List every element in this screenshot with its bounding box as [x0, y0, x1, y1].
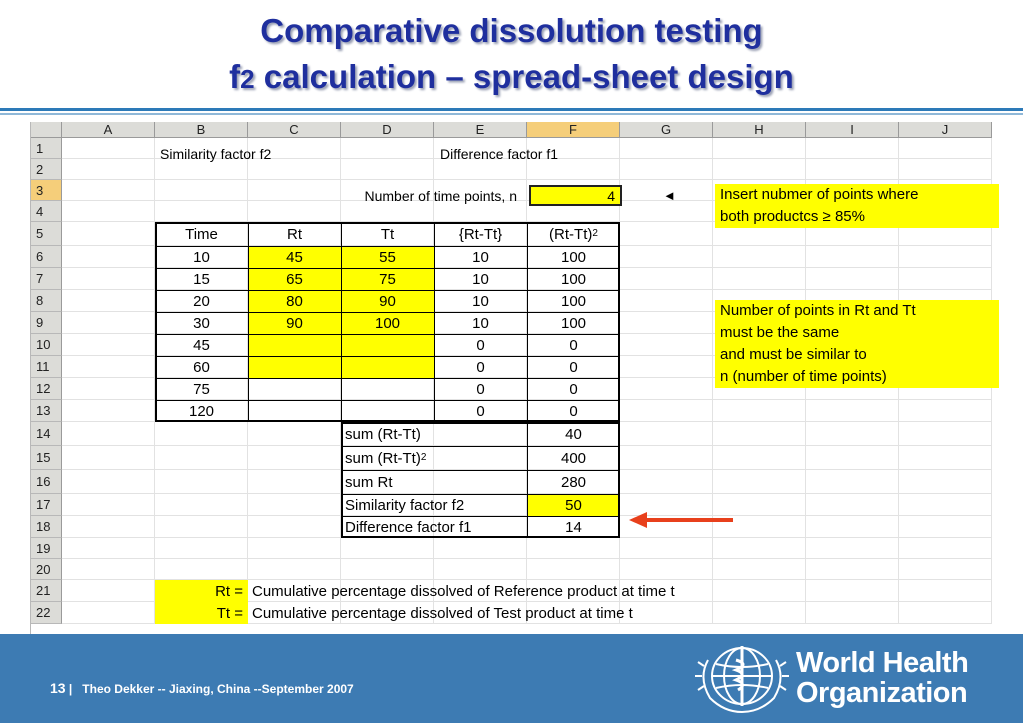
grid-cell[interactable]: [620, 602, 713, 624]
grid-cell[interactable]: [248, 538, 341, 559]
header-time[interactable]: Time: [185, 225, 218, 243]
cell-rt[interactable]: [248, 334, 341, 356]
legend-key[interactable]: Rt =: [155, 580, 248, 602]
row-header-18[interactable]: 18: [31, 516, 62, 538]
note-line: both productcs ≥ 85%: [720, 208, 865, 225]
grid-cell[interactable]: [341, 538, 434, 559]
note-line: n (number of time points): [720, 368, 887, 385]
column-header-e[interactable]: E: [434, 122, 527, 138]
column-header-b[interactable]: B: [155, 122, 248, 138]
column-header-a[interactable]: A: [62, 122, 155, 138]
grid-cell[interactable]: [155, 538, 248, 559]
note-line: Insert nubmer of points where: [720, 186, 919, 203]
note-insert-points: [715, 184, 999, 228]
grid-cell[interactable]: [527, 559, 620, 580]
summary-label-text: Similarity factor f2: [345, 496, 465, 514]
column-header-c[interactable]: C: [248, 122, 341, 138]
grid-cell[interactable]: [248, 422, 341, 446]
row-header-10[interactable]: 10: [31, 334, 62, 356]
cell-time[interactable]: 20: [193, 292, 210, 310]
grid-cell[interactable]: [62, 334, 155, 356]
grid-cell[interactable]: [713, 580, 806, 602]
grid-cell[interactable]: [248, 470, 341, 494]
cell-rt[interactable]: [248, 378, 341, 400]
grid-cell[interactable]: [62, 222, 155, 246]
column-header-f[interactable]: F: [527, 122, 620, 138]
grid-cell[interactable]: [713, 602, 806, 624]
summary-value[interactable]: 400: [560, 449, 587, 467]
grid-cell[interactable]: [62, 312, 155, 334]
grid-cell[interactable]: [155, 180, 248, 201]
spreadsheet: [30, 122, 1000, 650]
cell-rt[interactable]: [248, 400, 341, 422]
pointer-icon: ◄: [663, 188, 676, 203]
grid-cell[interactable]: [620, 138, 713, 159]
cell-tt[interactable]: 55: [379, 248, 396, 266]
note-line: must be the same: [720, 324, 840, 341]
footer-text: [50, 680, 354, 696]
summary-value[interactable]: 280: [560, 473, 587, 491]
header-sq[interactable]: [527, 222, 620, 246]
cell-tt[interactable]: [341, 356, 434, 378]
grid-cell[interactable]: [899, 138, 992, 159]
grid-cell[interactable]: [806, 422, 899, 446]
subtitle-subscript: 2: [240, 64, 255, 94]
header-diff[interactable]: {Rt-Tt}: [458, 225, 503, 243]
summary-value[interactable]: 50: [565, 496, 582, 514]
row-header-13[interactable]: 13: [31, 400, 62, 422]
who-line2: Organization: [796, 677, 968, 709]
grid-cell[interactable]: [713, 400, 806, 422]
grid-cell[interactable]: [62, 201, 155, 222]
grid-cell[interactable]: [899, 559, 992, 580]
title-divider: [0, 108, 1023, 111]
grid-cell[interactable]: [62, 400, 155, 422]
cell-n-value[interactable]: 4: [529, 185, 622, 206]
cell-sq[interactable]: 0: [569, 336, 578, 354]
grid-cell[interactable]: [620, 559, 713, 580]
summary-label[interactable]: [341, 422, 421, 446]
legend-text[interactable]: Cumulative percentage dissolved of Test product at time t: [252, 604, 633, 622]
grid-cell[interactable]: [899, 580, 992, 602]
row-header-2[interactable]: 2: [31, 159, 62, 180]
cell-tt[interactable]: [341, 400, 434, 422]
column-header-d[interactable]: D: [341, 122, 434, 138]
grid-cell[interactable]: [899, 602, 992, 624]
grid-cell[interactable]: [62, 268, 155, 290]
header-rt[interactable]: Rt: [287, 225, 302, 243]
cell-rt[interactable]: 90: [286, 314, 303, 332]
row-header-3[interactable]: 3: [31, 180, 62, 201]
cell-tt[interactable]: 90: [379, 292, 396, 310]
grid-cell[interactable]: [806, 559, 899, 580]
grid-cell[interactable]: [62, 180, 155, 201]
cell-rt[interactable]: 65: [286, 270, 303, 288]
grid-cell[interactable]: [806, 538, 899, 559]
cell-n-label[interactable]: Number of time points, n: [364, 187, 517, 204]
grid-cell[interactable]: [806, 516, 899, 538]
grid-cell[interactable]: [620, 159, 713, 180]
column-header-h[interactable]: H: [713, 122, 806, 138]
subtitle-rest: calculation – spread-sheet design: [254, 58, 794, 95]
grid-cell[interactable]: [620, 290, 713, 312]
grid-cell[interactable]: [341, 138, 434, 159]
grid-cell[interactable]: [341, 159, 434, 180]
grid-cell[interactable]: [341, 559, 434, 580]
cell-e1[interactable]: Difference factor f1: [440, 145, 559, 162]
who-emblem-icon: [694, 640, 790, 716]
row-header-22[interactable]: 22: [31, 602, 62, 624]
cell-time[interactable]: 30: [193, 314, 210, 332]
row-header-21[interactable]: 21: [31, 580, 62, 602]
row-header-20[interactable]: 20: [31, 559, 62, 580]
grid-cell[interactable]: [155, 559, 248, 580]
slide-subtitle: [0, 58, 1023, 96]
grid-cell[interactable]: [248, 446, 341, 470]
row-header-16[interactable]: 16: [31, 470, 62, 494]
summary-label-text: sum Rt: [345, 473, 393, 491]
grid-cell[interactable]: [620, 400, 713, 422]
grid-cell[interactable]: [620, 268, 713, 290]
row-header-9[interactable]: 9: [31, 312, 62, 334]
grid-cell[interactable]: [620, 222, 713, 246]
grid-cell[interactable]: [620, 446, 713, 470]
grid-cell[interactable]: [62, 559, 155, 580]
grid-cell[interactable]: [620, 470, 713, 494]
grid-cell[interactable]: [434, 538, 527, 559]
note-line: Number of points in Rt and Tt: [720, 302, 916, 319]
summary-label[interactable]: [341, 494, 464, 516]
grid-cell[interactable]: [248, 516, 341, 538]
row-header-5[interactable]: 5: [31, 222, 62, 246]
grid-cell[interactable]: [155, 201, 248, 222]
grid-cell[interactable]: [620, 538, 713, 559]
row-header-15[interactable]: 15: [31, 446, 62, 470]
cell-diff[interactable]: 10: [472, 314, 489, 332]
grid-cell[interactable]: [899, 422, 992, 446]
column-header-i[interactable]: I: [806, 122, 899, 138]
grid-cell[interactable]: [713, 159, 806, 180]
cell-time[interactable]: 120: [188, 402, 215, 420]
cell-time[interactable]: 60: [193, 358, 210, 376]
grid-cell[interactable]: [899, 516, 992, 538]
summary-value[interactable]: 40: [565, 425, 582, 443]
who-line1: World Health: [796, 647, 969, 679]
grid-cell[interactable]: [62, 159, 155, 180]
cell-rt[interactable]: [248, 356, 341, 378]
summary-label[interactable]: [341, 470, 393, 494]
note-points-same: [715, 300, 999, 388]
summary-label[interactable]: [341, 446, 426, 470]
page-separator: |: [68, 682, 73, 696]
grid-cell[interactable]: [62, 580, 155, 602]
cell-tt[interactable]: 100: [374, 314, 401, 332]
cell-diff[interactable]: 10: [472, 292, 489, 310]
slide-title: Comparative dissolution testing: [260, 12, 763, 49]
grid-cell[interactable]: [155, 470, 248, 494]
cell-tt[interactable]: [341, 378, 434, 400]
column-header-j[interactable]: J: [899, 122, 992, 138]
grid-cell[interactable]: [899, 268, 992, 290]
grid-cell[interactable]: [62, 378, 155, 400]
grid-cell[interactable]: [620, 356, 713, 378]
grid-cell[interactable]: [62, 470, 155, 494]
legend-key[interactable]: Tt =: [155, 602, 248, 624]
cell-diff[interactable]: 0: [476, 336, 485, 354]
who-wordmark: [796, 648, 968, 708]
cell-diff[interactable]: 0: [476, 358, 485, 376]
grid-cell[interactable]: [899, 494, 992, 516]
grid-cell[interactable]: [806, 400, 899, 422]
row-header-17[interactable]: 17: [31, 494, 62, 516]
cell-tt[interactable]: 75: [379, 270, 396, 288]
summary-label-text: sum (Rt-Tt): [345, 449, 421, 467]
cell-diff[interactable]: 0: [476, 380, 485, 398]
grid-cell[interactable]: [248, 559, 341, 580]
grid-cell[interactable]: [713, 138, 806, 159]
cell-tt[interactable]: [341, 334, 434, 356]
cell-sq[interactable]: 0: [569, 380, 578, 398]
summary-value[interactable]: 14: [565, 518, 582, 536]
cell-time[interactable]: 75: [193, 380, 210, 398]
grid-cell[interactable]: [713, 446, 806, 470]
row-header-6[interactable]: 6: [31, 246, 62, 268]
cell-b1[interactable]: Similarity factor f2: [160, 145, 272, 162]
grid-cell[interactable]: [713, 268, 806, 290]
grid-cell[interactable]: [62, 516, 155, 538]
grid-cell[interactable]: [899, 159, 992, 180]
grid-cell[interactable]: [62, 138, 155, 159]
grid-cell[interactable]: [806, 138, 899, 159]
cell-rt[interactable]: 80: [286, 292, 303, 310]
grid-cell[interactable]: [62, 602, 155, 624]
grid-cell[interactable]: [806, 268, 899, 290]
grid-cell[interactable]: [899, 246, 992, 268]
grid-cell[interactable]: [713, 422, 806, 446]
arrow-icon: [627, 510, 739, 530]
legend-text[interactable]: Cumulative percentage dissolved of Reference product at time t: [252, 582, 675, 600]
grid-cell[interactable]: [806, 246, 899, 268]
grid-cell[interactable]: [62, 538, 155, 559]
grid-cell[interactable]: [155, 446, 248, 470]
cell-time[interactable]: 45: [193, 336, 210, 354]
cell-diff[interactable]: 10: [472, 248, 489, 266]
grid-cell[interactable]: [620, 334, 713, 356]
grid-cell[interactable]: [806, 470, 899, 494]
grid-cell[interactable]: [713, 470, 806, 494]
grid-cell[interactable]: [899, 400, 992, 422]
grid-cell[interactable]: [620, 378, 713, 400]
grid-cell[interactable]: [62, 446, 155, 470]
grid-cell[interactable]: [62, 356, 155, 378]
row-header-19[interactable]: 19: [31, 538, 62, 559]
cell-sq[interactable]: 100: [560, 248, 587, 266]
row-header-12[interactable]: 12: [31, 378, 62, 400]
header-tt[interactable]: Tt: [380, 225, 395, 243]
grid-cell[interactable]: [155, 422, 248, 446]
grid-cell[interactable]: [527, 538, 620, 559]
grid-cell[interactable]: [899, 470, 992, 494]
grid-cell[interactable]: [806, 580, 899, 602]
grid-cell[interactable]: [806, 446, 899, 470]
cell-time[interactable]: 10: [193, 248, 210, 266]
grid-cell[interactable]: [62, 494, 155, 516]
row-header-14[interactable]: 14: [31, 422, 62, 446]
cell-diff[interactable]: 0: [476, 402, 485, 420]
grid-cell[interactable]: [713, 559, 806, 580]
row-header-4[interactable]: 4: [31, 201, 62, 222]
cell-sq[interactable]: 0: [569, 402, 578, 420]
grid-cell[interactable]: [806, 494, 899, 516]
title-divider-light: [0, 113, 1023, 115]
grid-cell[interactable]: [806, 602, 899, 624]
grid-cell[interactable]: [155, 494, 248, 516]
footer-credit: Theo Dekker -- Jiaxing, China --September 2007: [82, 682, 354, 696]
grid-cell[interactable]: [713, 246, 806, 268]
cell-sq[interactable]: 100: [560, 270, 587, 288]
grid-cell[interactable]: [620, 246, 713, 268]
note-line: and must be similar to: [720, 346, 867, 363]
grid-cell[interactable]: [248, 494, 341, 516]
cell-sq[interactable]: 100: [560, 292, 587, 310]
subtitle-f: f: [229, 58, 241, 95]
grid-cell[interactable]: [155, 516, 248, 538]
row-header-7[interactable]: 7: [31, 268, 62, 290]
grid-cell[interactable]: [620, 312, 713, 334]
grid-cell[interactable]: [62, 422, 155, 446]
cell-rt[interactable]: 45: [286, 248, 303, 266]
summary-label[interactable]: [341, 516, 471, 538]
row-header-11[interactable]: 11: [31, 356, 62, 378]
grid-cell[interactable]: [62, 290, 155, 312]
grid-cell[interactable]: [899, 446, 992, 470]
select-all-corner[interactable]: [31, 122, 62, 138]
cell-sq[interactable]: 0: [569, 358, 578, 376]
summary-exponent: 2: [420, 452, 427, 463]
cell-sq[interactable]: 100: [560, 314, 587, 332]
column-header-g[interactable]: G: [620, 122, 713, 138]
row-header-1[interactable]: 1: [31, 138, 62, 159]
row-header-8[interactable]: 8: [31, 290, 62, 312]
cell-time[interactable]: 15: [193, 270, 210, 288]
page-number: 13: [50, 680, 66, 696]
summary-label-text: sum (Rt-Tt): [345, 425, 421, 443]
grid-cell[interactable]: [806, 159, 899, 180]
header-sq-exponent: 2: [592, 228, 598, 239]
grid-cell[interactable]: [899, 538, 992, 559]
grid-cell[interactable]: [713, 538, 806, 559]
cell-diff[interactable]: 10: [472, 270, 489, 288]
header-sq-label: (Rt-Tt): [549, 225, 593, 243]
grid-cell[interactable]: [62, 246, 155, 268]
grid-cell[interactable]: [620, 422, 713, 446]
summary-label-text: Difference factor f1: [345, 518, 472, 536]
grid-cell[interactable]: [434, 559, 527, 580]
